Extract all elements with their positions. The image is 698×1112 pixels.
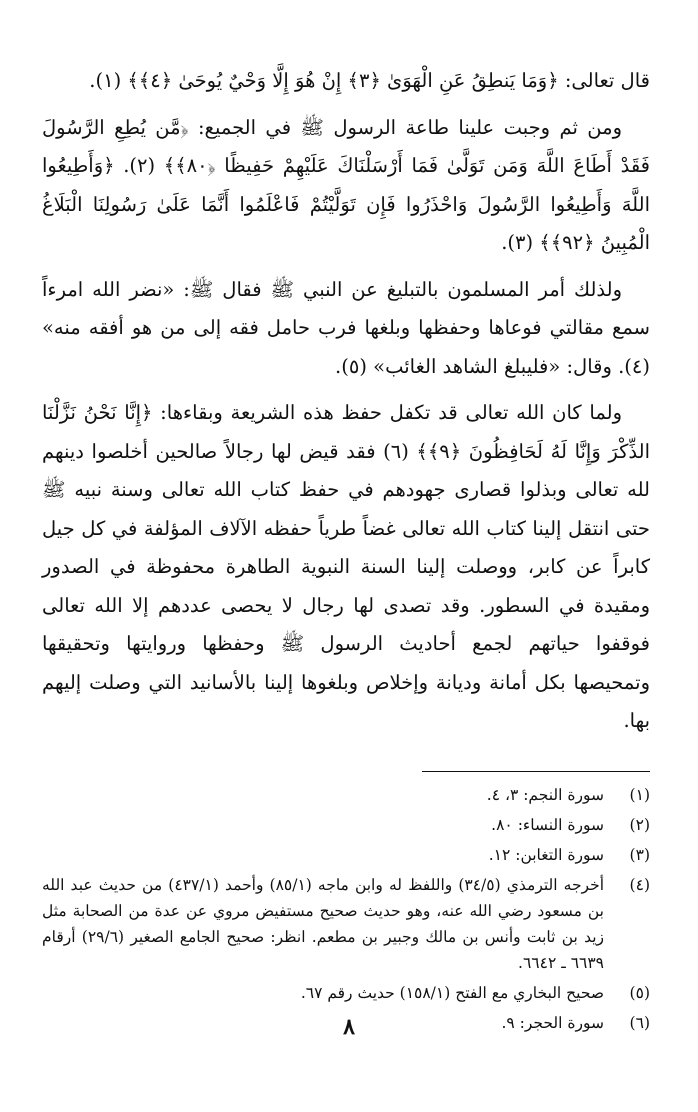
footnote-text: سورة النجم: ٣، ٤.	[486, 785, 604, 804]
footnote-5	[42, 980, 650, 1006]
footnote-separator	[422, 771, 650, 772]
page-number: ٨	[343, 1014, 355, 1040]
footnote-text: أخرجه الترمذي (٣٤/٥) واللفظ له وابن ماجه (٨٥/١) وأحمد (٤٣٧/١) من حديث عبد الله بن مسعود رضي الله عنه، وهو حديث صحيح مستفيض مروي عن عدة من الصحابة مثل زيد بن ثابت وأنس بن مالك وجبير بن مطعم. انظر: صحيح الجامع الصغير (٢٩/٦) أرقام ٦٦٣٩ ـ ٦٦٤٢.	[42, 875, 605, 972]
footnote-text: صحيح البخاري مع الفتح (١٥٨/١) حديث رقم ٦٧.	[300, 983, 604, 1002]
footnotes	[42, 782, 650, 1036]
footnote-text: سورة الحجر: ٩.	[501, 1013, 604, 1032]
body-text	[42, 62, 650, 741]
footnote-2	[42, 812, 650, 838]
paragraph-3: ولذلك أمر المسلمون بالتبليغ عن النبي ﷺ فقال ﷺ: «نضر الله امرءاً سمع مقالتي فوعاها وحفظها وبلغها فرب حامل فقه إلى من هو أفقه منه» (٤). وقال: «فليبلغ الشاهد الغائب» (٥).	[42, 277, 650, 378]
footnote-number: (٥)	[629, 983, 650, 1002]
paragraph-2: ومن ثم وجبت علينا طاعة الرسول ﷺ في الجميع: ﴿مَّن يُطِعِ الرَّسُولَ فَقَدْ أَطَاعَ اللَّهَ وَمَن تَوَلَّىٰ فَمَا أَرْسَلْنَاكَ عَلَيْهِمْ حَفِيظًا ﴿٨٠﴾﴾ (٢). ﴿وَأَطِيعُوا اللَّهَ وَأَطِيعُوا الرَّسُولَ وَاحْذَرُوا فَإِن تَوَلَّيْتُمْ فَاعْلَمُوا أَنَّمَا عَلَىٰ رَسُولِنَا الْبَلَاغُ الْمُبِينُ ﴿٩٢﴾﴾ (٣).	[42, 115, 650, 254]
footnote-4	[42, 872, 650, 976]
footnote-text: سورة النساء: ٨٠.	[491, 815, 604, 834]
paragraph-4: ولما كان الله تعالى قد تكفل حفظ هذه الشريعة وبقاءها: ﴿إِنَّا نَحْنُ نَزَّلْنَا الذِّكْرَ وَإِنَّا لَهُ لَحَافِظُونَ ﴿٩﴾﴾ (٦) فقد قيض لها رجالاً صالحين أخلصوا دينهم لله تعالى وبذلوا قصارى جهودهم في حفظ كتاب الله تعالى وسنة نبيه ﷺ حتى انتقل إلينا كتاب الله تعالى غضاً طرياً حفظه الآلاف المؤلفة في كل جيل كابراً عن كابر، ووصلت إلينا السنة النبوية الطاهرة محفوظة في الصدور ومقيدة في السطور. وقد تصدى لها رجال لا يحصى عددهم إلا الله تعالى فوقفوا حياتهم لجمع أحاديث الرسول ﷺ وحفظها وروايتها وتحقيقها وتمحيصها بكل أمانة وديانة وإخلاص وبلغوها إلينا بالأسانيد التي وصلت إليهم بها.	[42, 401, 651, 732]
footnote-number: (٣)	[629, 845, 650, 864]
paragraph-1: قال تعالى: ﴿وَمَا يَنطِقُ عَنِ الْهَوَىٰ ﴿٣﴾ إِنْ هُوَ إِلَّا وَحْيٌ يُوحَىٰ ﴿٤﴾﴾ (١).	[89, 69, 650, 92]
footnote-number: (٤)	[629, 875, 650, 894]
footnote-number: (٦)	[629, 1013, 650, 1032]
footnote-1	[42, 782, 650, 808]
footnote-number: (٢)	[629, 815, 650, 834]
footnote-3	[42, 842, 650, 868]
footnote-text: سورة التغابن: ١٢.	[488, 845, 604, 864]
footnote-number: (١)	[629, 785, 650, 804]
